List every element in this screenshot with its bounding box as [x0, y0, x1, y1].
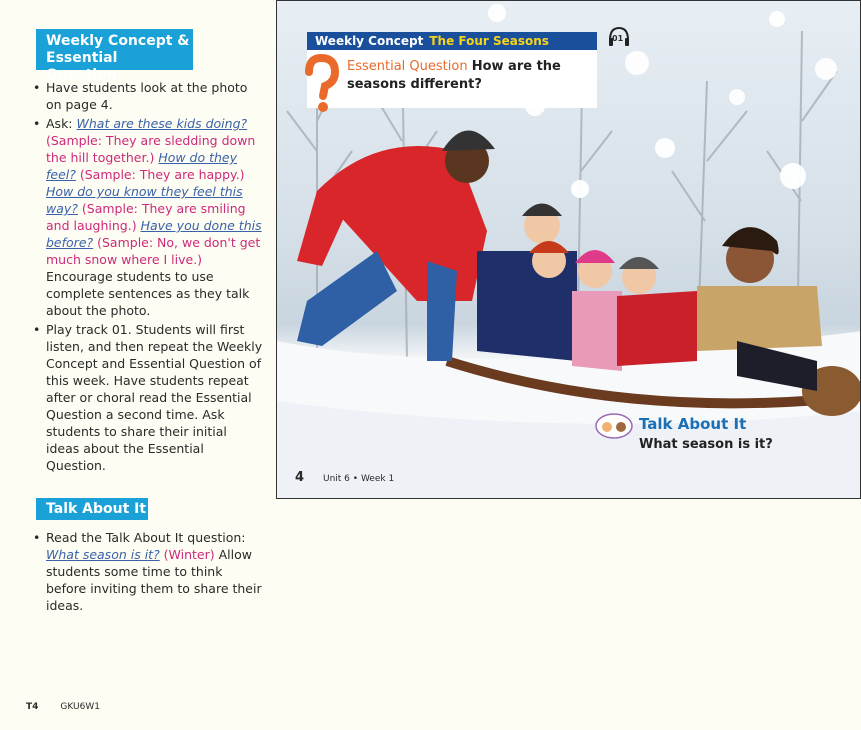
essential-question-box — [307, 32, 597, 108]
talk-about-it-callout — [595, 413, 795, 459]
essential-question-text-block — [347, 58, 592, 94]
essential-question-label: Essential Question — [347, 59, 468, 74]
essential-question-body — [307, 50, 597, 108]
audio-track-badge[interactable] — [607, 25, 631, 49]
question-text: How do you know they feel this way? — [46, 184, 243, 216]
bullet-text: Play track 01. Students will first listen, and then repeat the Weekly Concept and Essential Question of this week. Have students repeat after or choral read the Essential Question a second time. Ask students to share their initial ideas about the Essential Question. — [46, 322, 263, 473]
sample-answer: (Sample: They are smiling and laughing.) — [46, 201, 246, 233]
sample-answer: (Sample: They are happy.) — [75, 167, 245, 182]
track-number: 01 — [612, 34, 624, 43]
sledding-photo — [276, 0, 861, 499]
section-header-line2: Essential Question — [46, 50, 118, 83]
bullet-text: Ask: — [46, 116, 77, 131]
sample-answer: (Sample: No, we don't get much snow where I live.) — [46, 235, 261, 267]
weekly-concept-bar — [307, 32, 597, 50]
bullet-text: Read the Talk About It question: — [46, 530, 246, 545]
weekly-concept-value: The Four Seasons — [429, 34, 549, 48]
essential-question-text: How are the seasons different? — [347, 59, 561, 92]
page-footer — [26, 702, 100, 712]
question-text: What are these kids doing? — [76, 116, 248, 131]
collaborate-icon — [595, 413, 633, 439]
section-header-weekly-concept — [36, 29, 193, 83]
talk-about-it-list — [33, 529, 263, 616]
footer-page-number: T4 — [26, 702, 39, 712]
question-mark-icon — [301, 54, 341, 114]
sample-answer: (Winter) — [159, 547, 215, 562]
weekly-concept-list — [33, 79, 263, 476]
question-text: How do they feel? — [46, 150, 238, 182]
talk-about-it-question: What season is it? — [639, 437, 773, 452]
bullet-text: Allow students some time to think before inviting them to share their ideas. — [46, 547, 262, 613]
question-text: Have you done this before? — [46, 218, 262, 250]
list-item — [33, 79, 263, 113]
unit-week-label: Unit 6 • Week 1 — [323, 474, 395, 484]
list-item — [33, 115, 263, 319]
bullet-text: Encourage students to use complete sentences as they talk about the photo. — [46, 269, 250, 318]
section-header-line1: Weekly Concept & — [46, 33, 190, 49]
list-item — [33, 529, 263, 614]
bullet-text: Have students look at the photo on page 4. — [46, 80, 248, 112]
page-number: 4 — [295, 470, 305, 485]
section-header-talk-about-it: Talk About It — [36, 498, 148, 520]
question-text: What season is it? — [46, 547, 160, 562]
talk-about-it-title: Talk About It — [639, 415, 747, 433]
weekly-concept-label: Weekly Concept — [315, 34, 424, 48]
sample-answer: (Sample: They are sledding down the hill together.) — [46, 133, 256, 165]
footer-code: GKU6W1 — [60, 702, 100, 712]
teacher-notes-column — [0, 0, 275, 730]
list-item — [33, 321, 263, 474]
